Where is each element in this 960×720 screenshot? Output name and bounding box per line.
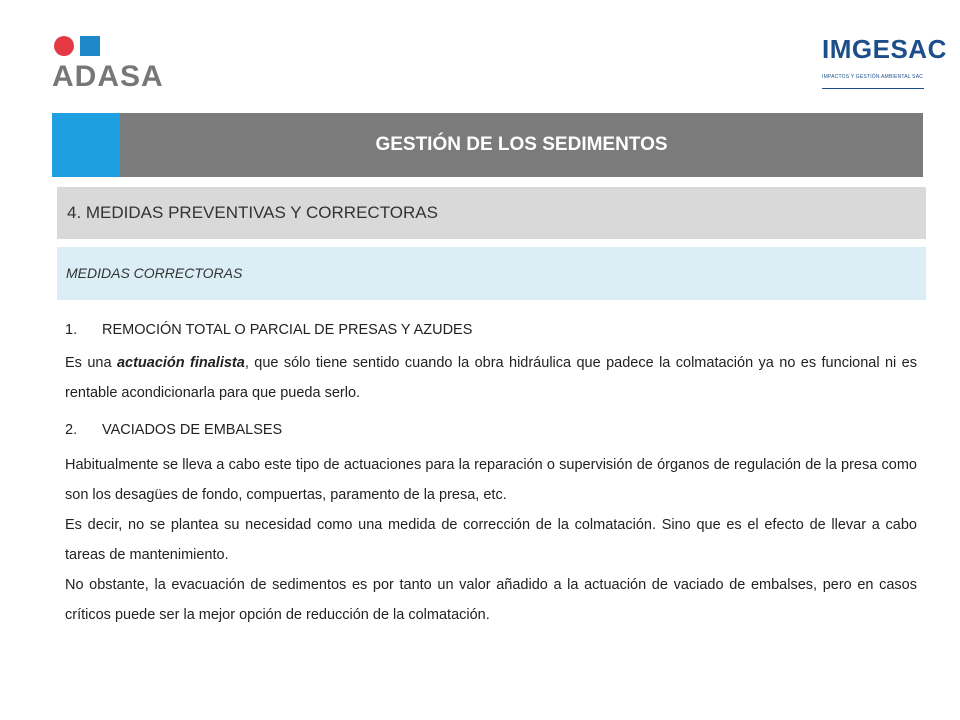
item-number-2: 2.	[65, 422, 78, 438]
paragraph-text: Es una	[65, 355, 117, 371]
imgesac-logo-tagline: IMPACTOS Y GESTIÓN AMBIENTAL SAC	[822, 74, 924, 80]
page-title: GESTIÓN DE LOS SEDIMENTOS	[375, 134, 668, 155]
section-title: 4. MEDIDAS PREVENTIVAS Y CORRECTORAS	[67, 203, 438, 222]
adasa-logo	[52, 30, 182, 100]
adasa-logo-text: ADASA	[52, 60, 164, 93]
red-circle-icon	[54, 36, 74, 56]
item-paragraph-1	[65, 348, 917, 408]
item-heading-text-2: VACIADOS DE EMBALSES	[102, 422, 283, 438]
item-heading-2	[65, 418, 917, 442]
item-paragraph-2b: Es decir, no se plantea su necesidad como una medida de corrección de la colmatación. Sino que es el efecto de llevar a cabo tareas de mantenimiento.	[65, 517, 917, 563]
blue-square-icon	[80, 36, 100, 56]
imgesac-logo-rule	[822, 88, 924, 89]
paragraph-text: , que sólo tiene sentido cuando la obra hidráulica que padece la colmatación ya no es funcional ni es rentable acondicionarla para que pueda serlo.	[65, 355, 917, 401]
item-paragraph-2a: Habitualmente se lleva a cabo este tipo de actuaciones para la reparación o supervisión de órganos de regulación de la presa como son los desagües de fondo, compuertas, paramento de la presa, etc.	[65, 457, 917, 503]
item-heading-1	[65, 318, 917, 342]
item-paragraph-2c: No obstante, la evacuación de sedimentos es por tanto un valor añadido a la actuación de vaciado de embalses, pero en casos críticos puede ser la mejor opción de reducción de la colmatación.	[65, 577, 917, 623]
subsection-bar	[57, 247, 926, 300]
item-number-1: 1.	[65, 322, 78, 338]
title-accent-block	[52, 113, 120, 177]
section-bar	[57, 187, 926, 239]
title-bar	[52, 113, 923, 177]
imgesac-logo	[818, 34, 947, 96]
emphasis-text: actuación finalista	[116, 355, 245, 371]
item-heading-text-1: REMOCIÓN TOTAL O PARCIAL DE PRESAS Y AZUDES	[102, 322, 473, 338]
subsection-title: MEDIDAS CORRECTORAS	[66, 265, 243, 281]
content-body	[65, 318, 917, 630]
imgesac-logo-text: IMGESAC	[822, 34, 947, 64]
